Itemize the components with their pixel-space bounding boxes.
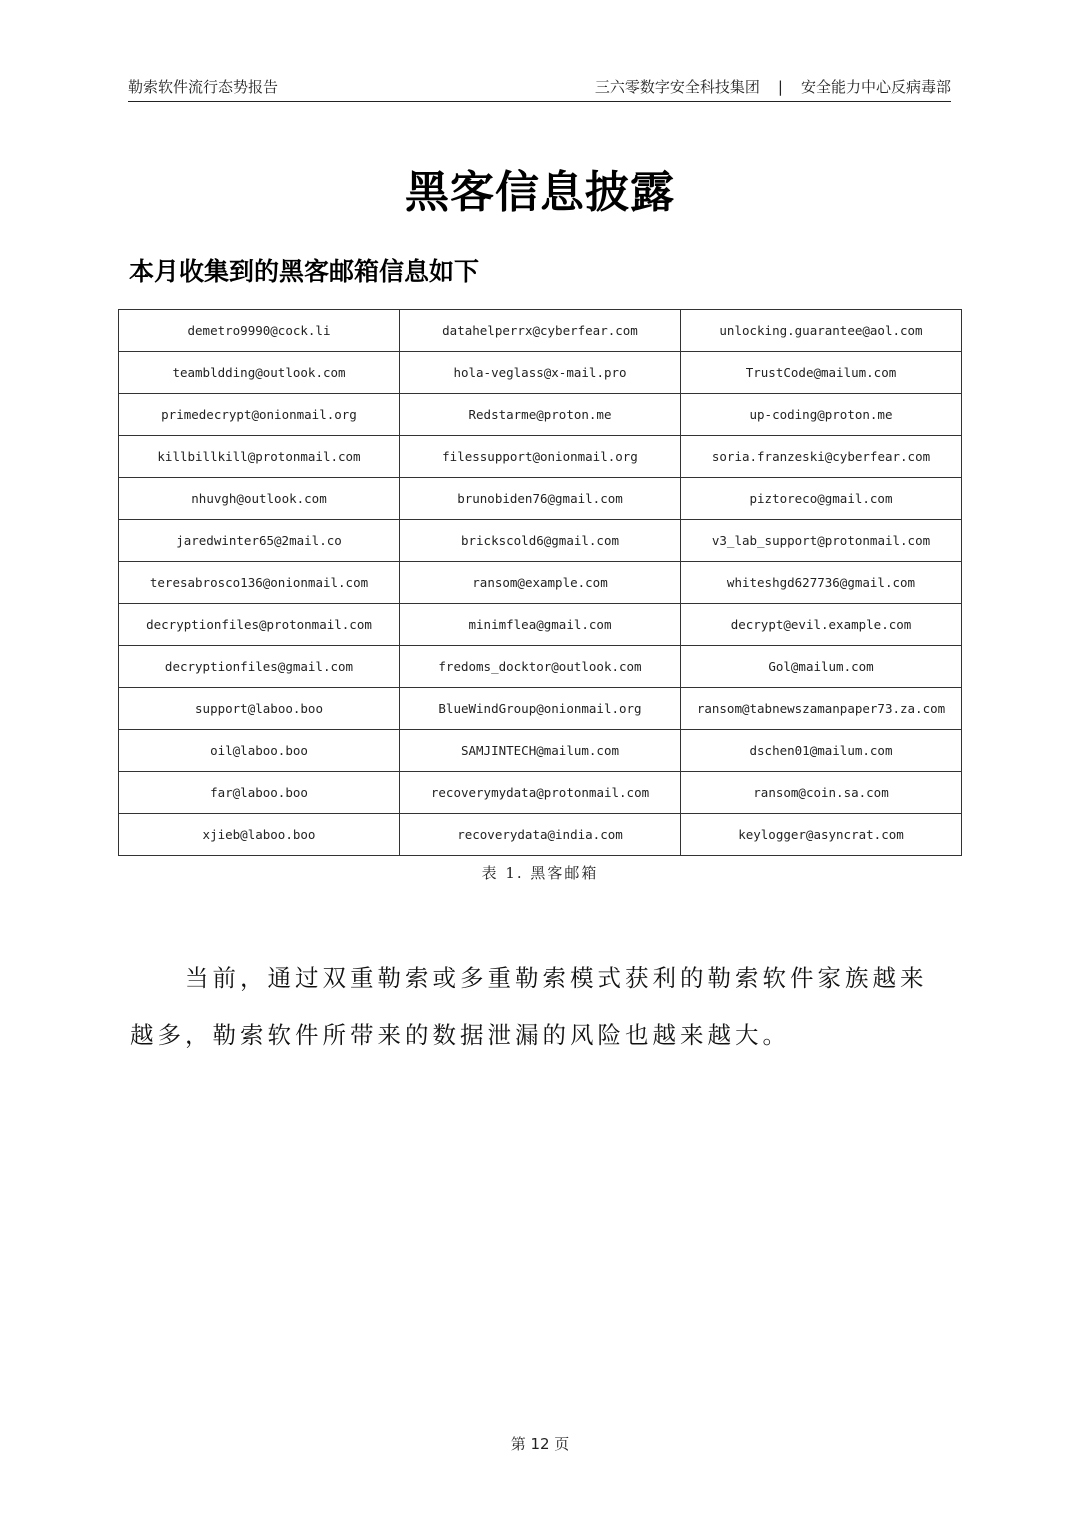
header-org-info [595,76,951,97]
table-row [119,604,962,646]
email-cell: keylogger@asyncrat.com [681,814,962,856]
email-cell: SAMJINTECH@mailum.com [400,730,681,772]
header-separator: | [777,77,783,96]
table-row [119,394,962,436]
table-row [119,352,962,394]
email-cell: brunobiden76@gmail.com [400,478,681,520]
email-cell: teambldding@outlook.com [119,352,400,394]
table-caption: 表 1. 黑客邮箱 [481,864,599,882]
email-cell: brickscold6@gmail.com [400,520,681,562]
email-cell: killbillkill@protonmail.com [119,436,400,478]
page-footer [0,1433,1080,1454]
report-title: 勒索软件流行态势报告 [128,78,279,96]
email-cell: fredoms_docktor@outlook.com [400,646,681,688]
table-row [119,310,962,352]
email-cell: unlocking.guarantee@aol.com [681,310,962,352]
email-cell: piztoreco@gmail.com [681,478,962,520]
email-cell: minimflea@gmail.com [400,604,681,646]
department-name: 安全能力中心反病毒部 [800,78,951,96]
email-cell: support@laboo.boo [119,688,400,730]
email-cell: far@laboo.boo [119,772,400,814]
email-cell: xjieb@laboo.boo [119,814,400,856]
email-cell: soria.franzeski@cyberfear.com [681,436,962,478]
table-row [119,772,962,814]
organization-name: 三六零数字安全科技集团 [594,78,760,96]
section-heading: 本月收集到的黑客邮箱信息如下 [129,257,480,286]
body-paragraph: 当前，通过双重勒索或多重勒索模式获利的勒索软件家族越来越多，勒索软件所带来的数据泄漏的风险也越来越大。 [130,964,928,1049]
table-row [119,814,962,856]
email-cell: oil@laboo.boo [119,730,400,772]
email-cell: ransom@coin.sa.com [681,772,962,814]
email-cell: ransom@example.com [400,562,681,604]
email-cell: up-coding@proton.me [681,394,962,436]
email-cell: dschen01@mailum.com [681,730,962,772]
email-cell: filessupport@onionmail.org [400,436,681,478]
email-cell: ransom@tabnewszamanpaper73.za.com [681,688,962,730]
email-cell: recoverydata@india.com [400,814,681,856]
email-cell: whiteshgd627736@gmail.com [681,562,962,604]
page-header [128,76,951,102]
email-cell: v3_lab_support@protonmail.com [681,520,962,562]
email-cell: recoverymydata@protonmail.com [400,772,681,814]
email-cell: Gol@mailum.com [681,646,962,688]
table-row [119,520,962,562]
email-cell: teresabrosco136@onionmail.com [119,562,400,604]
email-cell: decryptionfiles@gmail.com [119,646,400,688]
email-cell: datahelperrx@cyberfear.com [400,310,681,352]
hacker-email-table [118,309,962,856]
email-cell: TrustCode@mailum.com [681,352,962,394]
email-cell: demetro9990@cock.li [119,310,400,352]
email-cell: BlueWindGroup@onionmail.org [400,688,681,730]
table-row [119,436,962,478]
page-number: 第 12 页 [510,1435,570,1453]
email-cell: Redstarme@proton.me [400,394,681,436]
table-row [119,688,962,730]
email-cell: decryptionfiles@protonmail.com [119,604,400,646]
table-row [119,730,962,772]
email-cell: decrypt@evil.example.com [681,604,962,646]
page-title: 黑客信息披露 [405,167,675,218]
email-cell: jaredwinter65@2mail.co [119,520,400,562]
table-row [119,646,962,688]
table-row [119,562,962,604]
email-cell: hola-veglass@x-mail.pro [400,352,681,394]
email-table-body [119,310,962,856]
email-cell: nhuvgh@outlook.com [119,478,400,520]
table-row [119,478,962,520]
email-cell: primedecrypt@onionmail.org [119,394,400,436]
